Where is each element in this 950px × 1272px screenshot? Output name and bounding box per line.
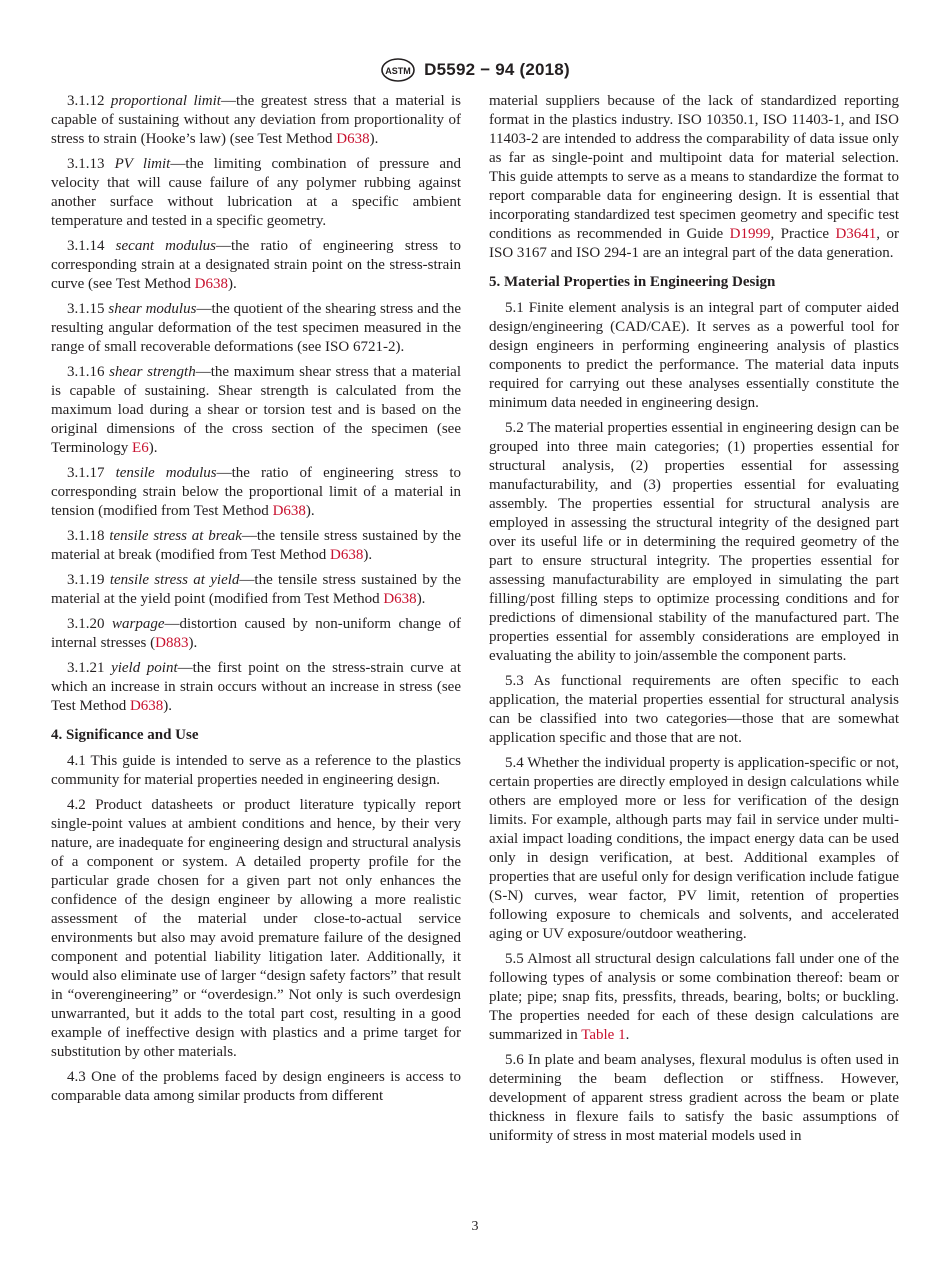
right-column	[489, 92, 899, 1152]
ref-link[interactable]: D638	[330, 547, 364, 563]
page-number: 3	[471, 1219, 479, 1234]
ref-link[interactable]: D883	[155, 635, 189, 651]
definition-3-1-13: 3.1.13 PV limit—the limiting combination of pressure and velocity that will cause failure of any polymer rubbing against another surface without lubrication at a specific ambient temperature and tested in a specific geometry.	[51, 156, 461, 229]
ref-link[interactable]: D638	[336, 131, 370, 147]
definition-3-1-15: 3.1.15 shear modulus—the quotient of the shearing stress and the resulting angular deformation of the test specimen measured in the range of small recoverable deformations (see ISO 6721-2).	[51, 301, 462, 355]
paragraph-4-3: 4.3 One of the problems faced by design engineers is access to comparable data among similar products from different	[51, 1069, 461, 1104]
paragraph-5-5: 5.5 Almost all structural design calculations fall under one of the following types of analysis or some combination thereof: beam or plate; pipe; snap fits, pressfits, threads, bearing, bolts; or buckling. The properties needed for each of these design calculations are summarized in Table 1.	[489, 951, 899, 1043]
ref-link[interactable]: D638	[194, 276, 228, 292]
paragraph-5-1: 5.1 Finite element analysis is an integral part of computer aided design/engineering (CAD/CAE). It serves as a powerful tool for design engineers in performing engineering analysis of plastics components to predict the performance. The material data inputs required for carrying out these analyses essentially constitute the minimum data needed in engineering design.	[489, 300, 899, 411]
definition-3-1-14: 3.1.14 secant modulus—the ratio of engineering stress to corresponding strain at a designated strain point on the stress-strain curve (see Test Method D638).	[51, 238, 461, 292]
document-number: D5592 − 94 (2018)	[424, 60, 570, 79]
paragraph-5-4: 5.4 Whether the individual property is application-specific or not, certain properties are directly employed in design calculations while others are employed more or less for verification of the design limits. For example, although parts may fail in service under multi-axial impact loading conditions, the impact energy data can be used only in design verification, at best. Additional examples of properties that are useful only for design verification include fatigue (S-N) curves, wear factor, PV limit, retention of properties following exposure to chemicals and solvents, and accelerated aging or UV exposure/outdoor weathering.	[489, 755, 899, 942]
definition-3-1-12: 3.1.12 proportional limit—the greatest stress that a material is capable of sustaining without any deviation from proportionality of stress to strain (Hooke’s law) (see Test Method D638).	[51, 93, 462, 147]
definition-3-1-19: 3.1.19 tensile stress at yield—the tensile stress sustained by the material at the yield point (modified from Test Method D638).	[51, 572, 462, 607]
astm-logo-icon	[380, 57, 416, 83]
ref-link-d1999[interactable]: D1999	[729, 226, 771, 242]
paragraph-5-6: 5.6 In plate and beam analyses, flexural modulus is often used in determining the beam deflection or stiffness. However, development of apparent stress gradient across the beam or plate thickness in flexure fails to satisfy the basic assumptions of uniformity of stress in most material models used in	[489, 1052, 899, 1144]
left-column	[51, 92, 461, 1112]
paragraph-5-2: 5.2 The material properties essential in engineering design can be grouped into three main categories; (1) properties essential for structural analysis, (2) properties essential for assessing manufacturability, and (3) properties essential for evaluating assembly. The properties essential for structural analysis are employed in assessing the structural integrity of the designed part over its useful life or in determining the required geometry of the part to ensure structural integrity. The properties essential for assessing manufacturability are employed in simulating the part filling/post filling steps to optimize processing conditions and for predictions of dimensional stability of the manufactured part. The properties essential for assembly considerations are employed in evaluating the ability to join/assemble the component parts.	[489, 420, 899, 664]
ref-link-d3641[interactable]: D3641	[835, 226, 877, 242]
section-5-heading: 5. Material Properties in Engineering Design	[489, 274, 776, 290]
paragraph-4-1: 4.1 This guide is intended to serve as a reference to the plastics community for material properties needed in engineering design.	[51, 753, 461, 788]
section-4-heading: 4. Significance and Use	[51, 727, 199, 743]
ref-link-table-1[interactable]: Table 1	[581, 1027, 626, 1043]
ref-link[interactable]: D638	[383, 591, 417, 607]
paragraph-4-3-continued: material suppliers because of the lack of standardized reporting format in the plastics industry. ISO 10350.1, ISO 11403-1, and ISO 11403-2 are intended to address the comparability of data issue only as far as single-point and multipoint data for material selection. This guide attempts to serve as a means to standardize the format to report comparable data for engineering design. It is essential that incorporating standardized test specimen geometry and specific test conditions as recommended in Guide D1999, Practice D3641, or ISO 3167 and ISO 294-1 are an integral part of the data generation.	[489, 93, 899, 261]
page-header	[0, 56, 950, 84]
definition-3-1-17: 3.1.17 tensile modulus—the ratio of engineering stress to corresponding strain below the proportional limit of a material in tension (modified from Test Method D638).	[51, 465, 461, 519]
ref-link[interactable]: E6	[132, 440, 149, 456]
definition-3-1-18: 3.1.18 tensile stress at break—the tensile stress sustained by the material at break (modified from Test Method D638).	[51, 528, 462, 563]
ref-link[interactable]: D638	[129, 698, 164, 714]
paragraph-4-2: 4.2 Product datasheets or product literature typically report single-point values at ambient conditions and hence, by their very nature, are inadequate for engineering design and structural analysis of a component or system. A detailed property profile for the particular grade chosen for a given part not only enhances the confidence of the design engineer by allowing a more realistic assessment of the material under close-to-actual service environments but also may avoid premature failure of the designed component and potential liability litigation later. Additionally, it would also eliminate use of larger “design safety factors” that result in “overengineering” or “overdesign.” Not only is such overdesign unwarranted, but it adds to the total part cost, resulting in a good example of ineffective design with plastics and a prime target for substitution by other materials.	[51, 797, 461, 1060]
paragraph-5-3: 5.3 As functional requirements are often specific to each application, the material properties essential for structural analysis can be classified into two categories—those that are somewhat application specific and those that are not.	[489, 673, 899, 746]
astm-logo-text: ASTM	[385, 66, 411, 76]
definition-3-1-21: 3.1.21 yield point—the first point on the stress-strain curve at which an increase in strain occurs without an increase in stress (see Test Method D638).	[51, 660, 461, 714]
ref-link[interactable]: D638	[272, 503, 306, 519]
definition-3-1-20: 3.1.20 warpage—distortion caused by non-uniform change of internal stresses (D883).	[51, 616, 461, 651]
definition-3-1-16: 3.1.16 shear strength—the maximum shear stress that a material is capable of sustaining. Shear strength is calculated from the maximum load during a shear or torsion test and is based on the original dimensions of the cross section of the specimen (see Terminology E6).	[51, 364, 461, 456]
